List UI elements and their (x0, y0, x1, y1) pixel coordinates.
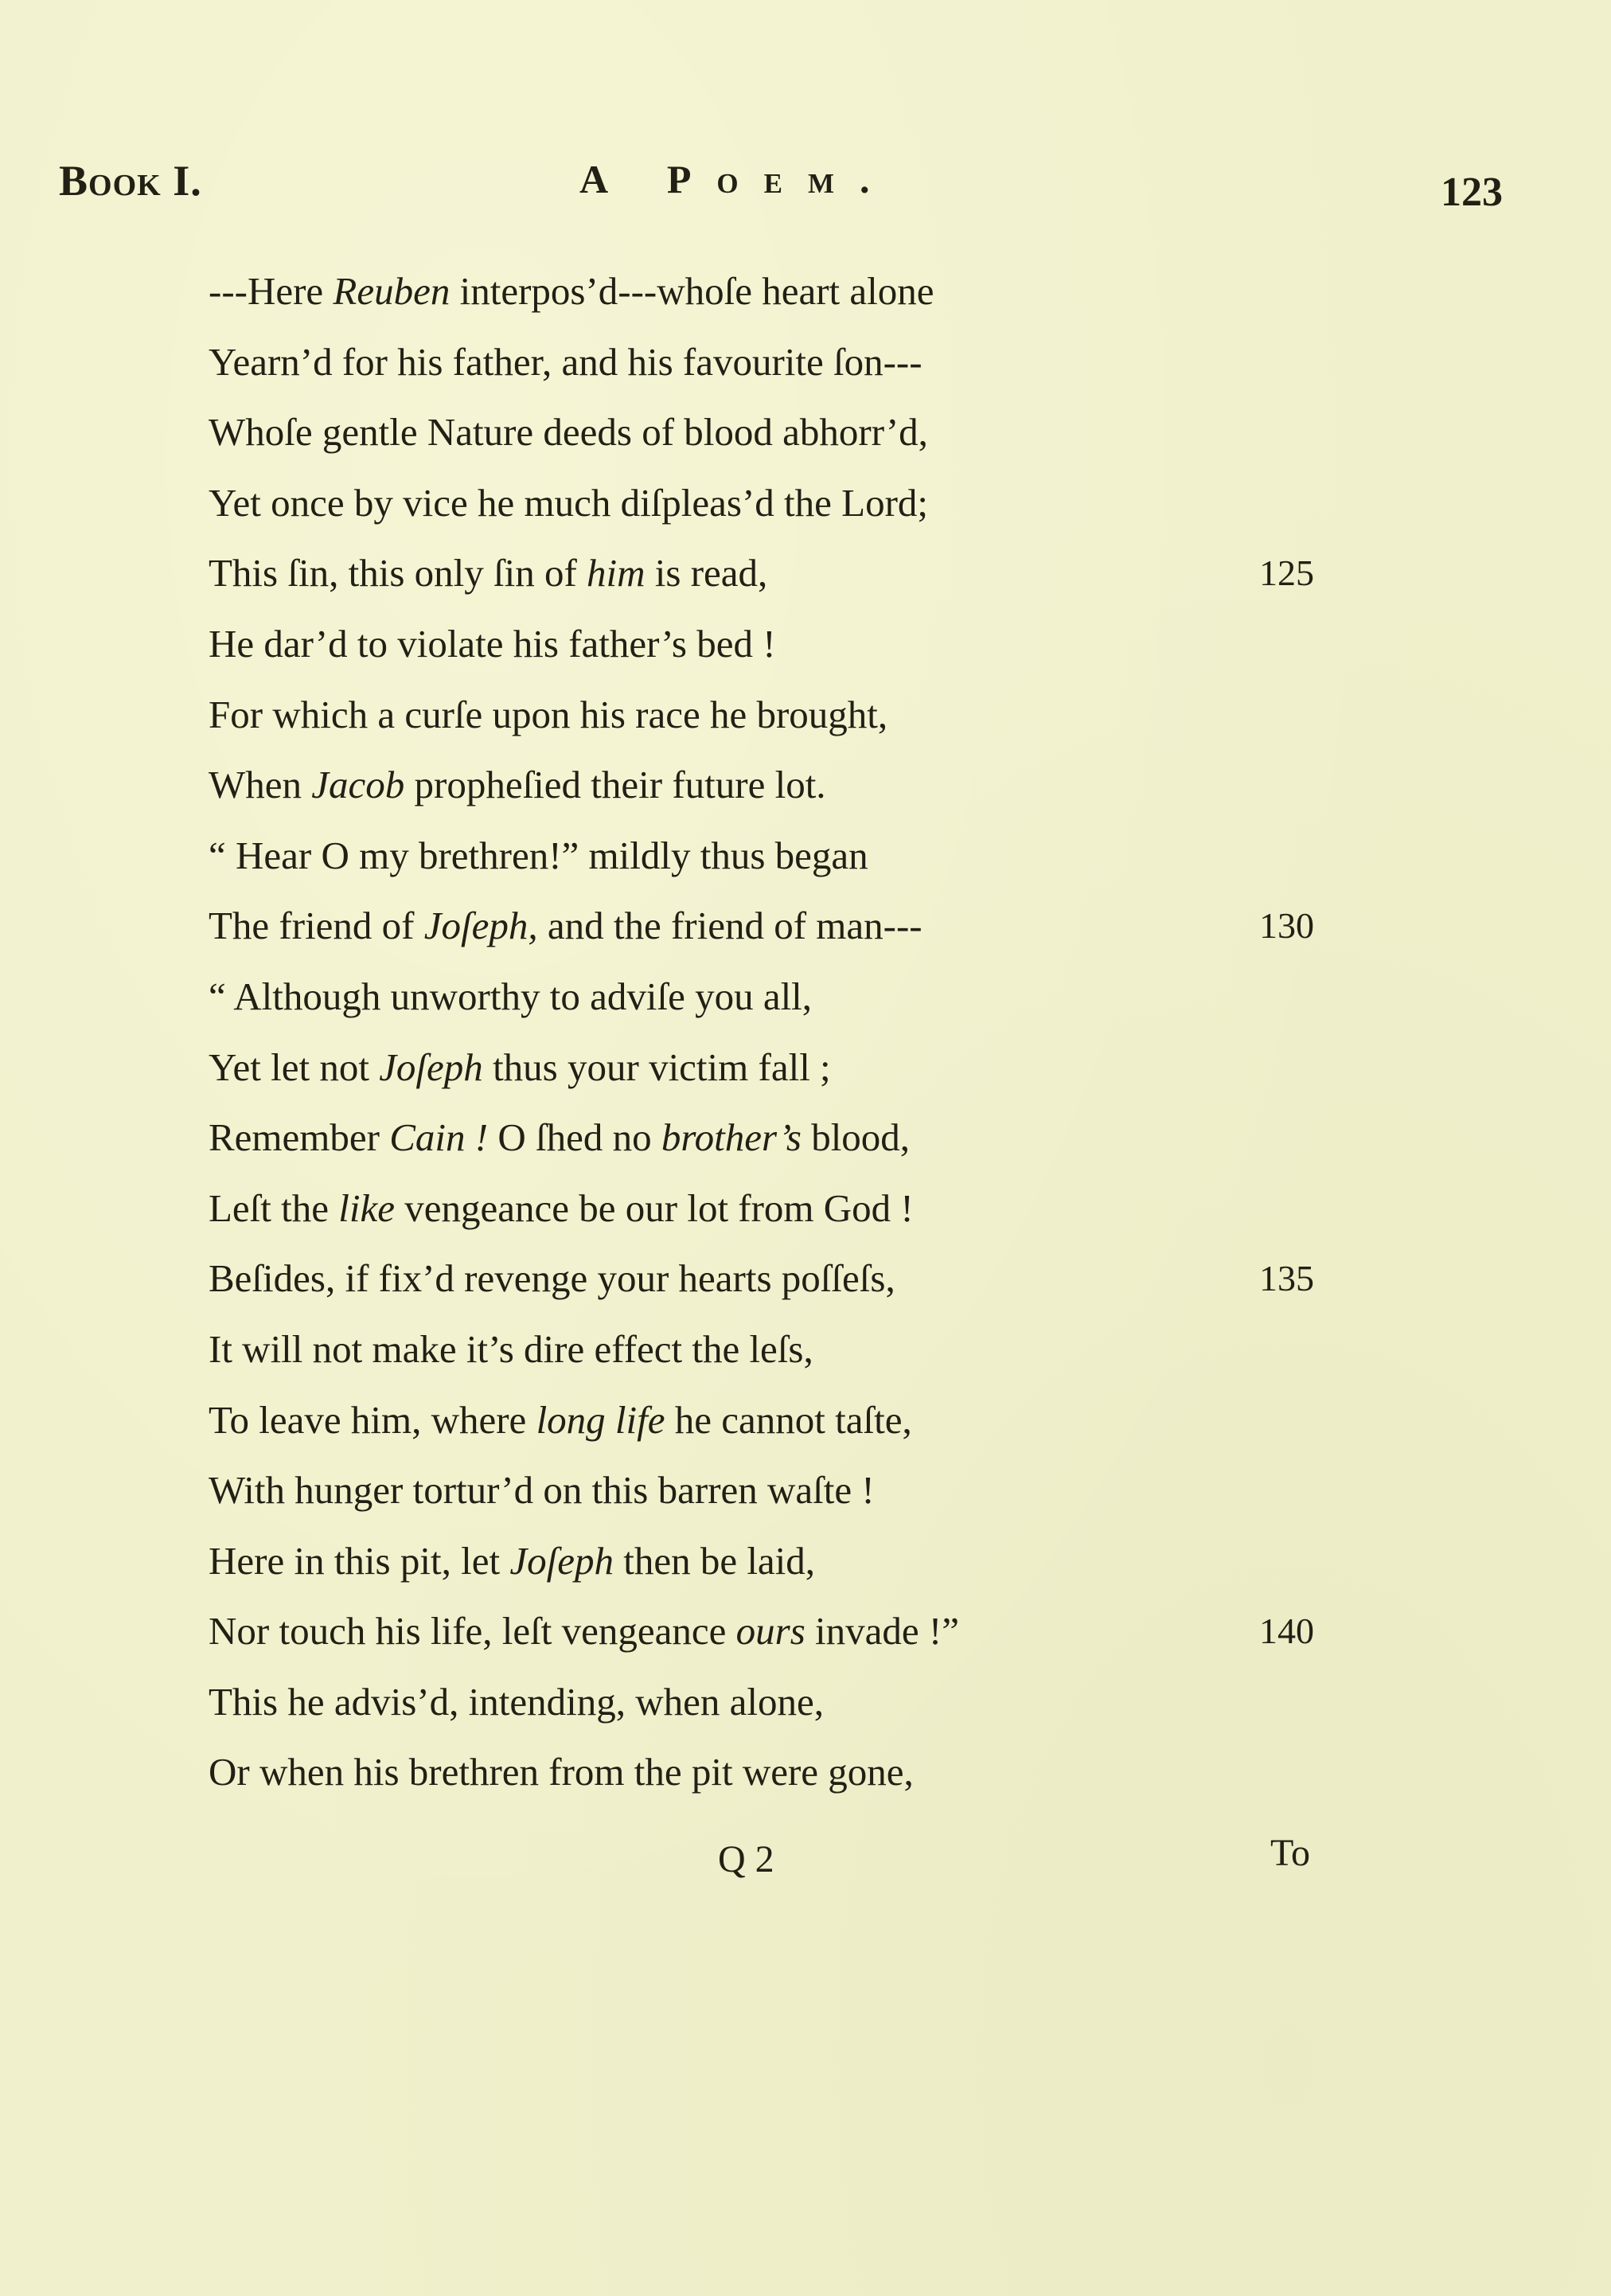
line-text: The friend of (209, 904, 424, 948)
line-text: Whoſe gentle Nature deeds of blood abhorr’d, (209, 410, 928, 455)
line-text: and the friend of man--- (537, 904, 923, 948)
poem-line (209, 1385, 1498, 1456)
italic-word: Cain ! (389, 1115, 489, 1160)
line-text: Or when his brethren from the pit were gone, (209, 1750, 914, 1794)
line-text: This ſin, this only ſin of (209, 551, 587, 595)
poem-line (209, 256, 1498, 327)
poem-line (209, 680, 1498, 751)
poem-line (209, 327, 1498, 398)
poem-line (209, 1244, 1498, 1314)
line-text: interpos’d---whoſe heart alone (450, 269, 934, 313)
line-text: Leſt the (209, 1185, 339, 1230)
poem-line (209, 1596, 1498, 1667)
poem-line (209, 1173, 1498, 1244)
poem-line (209, 1737, 1498, 1808)
line-text: To leave him, where (209, 1397, 536, 1442)
poem-line (209, 1103, 1498, 1173)
line-text: Beſides, if fix’d revenge your hearts poſſeſs, (209, 1256, 895, 1301)
line-text: “ Although unworthy to adviſe you all, (209, 974, 813, 1018)
italic-word: brother’s (661, 1115, 802, 1160)
poem-line (209, 609, 1498, 680)
poem-line (209, 1033, 1498, 1103)
page-number: 123 (1441, 170, 1503, 215)
italic-word: like (338, 1185, 396, 1230)
poem-line (209, 1455, 1498, 1526)
line-text: With hunger tortur’d on this barren waſte ! (209, 1468, 875, 1513)
poem-line (209, 397, 1498, 468)
signature-mark: Q 2 (718, 1838, 774, 1880)
line-text: propheſied their future lot. (404, 763, 826, 807)
running-title: A Poem. (579, 157, 895, 201)
book-label: Book I. (59, 157, 202, 205)
line-text: he cannot taſte, (665, 1397, 912, 1442)
poem-line (209, 538, 1498, 609)
line-text: Here in this pit, let (209, 1538, 510, 1583)
line-number: 135 (1259, 1258, 1314, 1299)
line-text: ---Here (209, 269, 334, 313)
page-footer (0, 1828, 1611, 1892)
line-text: O ſhed no (488, 1115, 661, 1160)
line-text: “ Hear O my brethren!” mildly thus began (209, 833, 868, 877)
italic-word: Joſeph (509, 1538, 614, 1583)
line-text: is read, (645, 551, 768, 595)
line-text: Nor touch his life, leſt vengeance (209, 1609, 736, 1654)
line-text: He dar’d to violate his father’s bed ! (209, 621, 776, 666)
line-number: 130 (1259, 905, 1314, 947)
italic-word: Joſeph, (423, 904, 538, 948)
line-text: invade !” (805, 1609, 959, 1654)
poem-line (209, 821, 1498, 892)
running-header (0, 151, 1611, 215)
poem-line (209, 962, 1498, 1033)
italic-word: him (587, 551, 646, 595)
line-text: Yet once by vice he much diſpleas’d the Lord; (209, 480, 929, 525)
italic-word: Joſeph (379, 1045, 483, 1089)
line-text: This he advis’d, intending, when alone, (209, 1679, 824, 1724)
line-text: Yearn’d for his father, and his favourite ſon--- (209, 339, 923, 384)
line-text: blood, (801, 1115, 911, 1160)
italic-word: ours (735, 1609, 806, 1654)
line-text: thus your victim fall ; (482, 1045, 831, 1089)
line-text: For which a curſe upon his race he brought, (209, 692, 888, 736)
catchword: To (1270, 1832, 1310, 1874)
italic-word: Jacob (311, 763, 405, 807)
poem-line (209, 750, 1498, 821)
line-text: It will not make it’s dire effect the leſs, (209, 1326, 813, 1371)
italic-word: Reuben (333, 269, 451, 313)
italic-word: long life (536, 1397, 665, 1442)
poem-text (209, 256, 1498, 1808)
line-number: 140 (1259, 1611, 1314, 1652)
line-text: vengeance be our lot from God ! (395, 1185, 914, 1230)
poem-line (209, 1526, 1498, 1597)
line-text: then be laid, (613, 1538, 816, 1583)
line-text: Remember (209, 1115, 390, 1160)
line-number: 125 (1259, 553, 1314, 594)
poem-line (209, 1667, 1498, 1738)
poem-line (209, 891, 1498, 962)
poem-line (209, 468, 1498, 539)
line-text: When (209, 763, 312, 807)
poem-line (209, 1314, 1498, 1385)
line-text: Yet let not (209, 1045, 380, 1089)
